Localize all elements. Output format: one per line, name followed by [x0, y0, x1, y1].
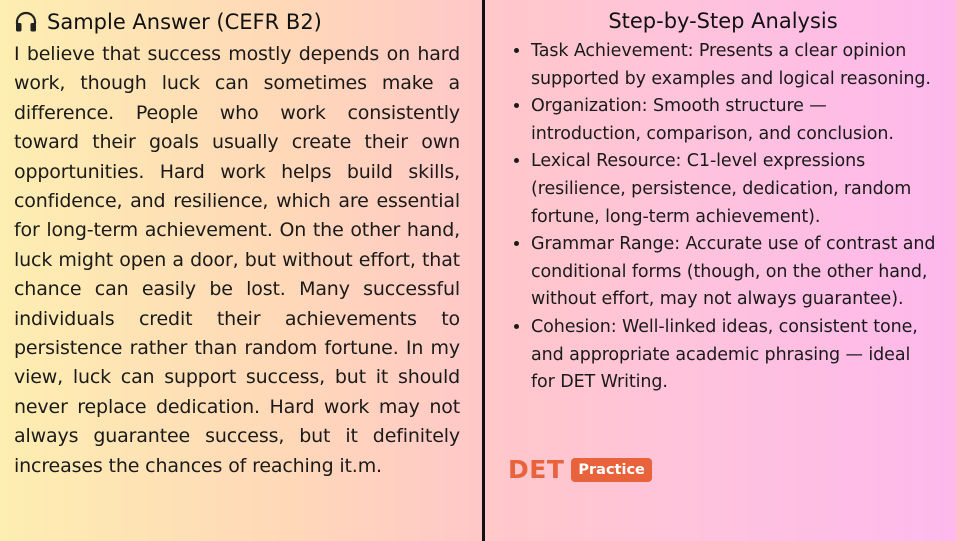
det-practice-logo — [508, 456, 652, 484]
analysis-title: Step-by-Step Analysis — [608, 9, 838, 33]
analysis-item: • Task Achievement: Presents a clear opinion supported by examples and logical reasoning. — [531, 38, 939, 93]
analysis-item: • Organization: Smooth structure — introduction, comparison, and conclusion. — [531, 93, 939, 148]
sample-answer-panel — [14, 6, 460, 481]
analysis-item: • Cohesion: Well-linked ideas, consistent tone, and appropriate academic phrasing — ideal for DET Writing. — [531, 314, 939, 397]
headphones-icon — [14, 10, 38, 34]
analysis-list — [507, 38, 939, 397]
sample-answer-title: Sample Answer (CEFR B2) — [47, 10, 322, 34]
column-divider — [482, 0, 485, 541]
analysis-panel — [507, 6, 939, 397]
analysis-item: • Grammar Range: Accurate use of contrast and conditional forms (though, on the other hand, without effort, may not always guarantee). — [531, 231, 939, 314]
sample-answer-text: I believe that success mostly depends on hard work, though luck can sometimes make a difference. People who work consistently toward their goals usually create their own opportunities. Hard work helps build skills, confidence, and resilience, which are essential for long-term achievement. On the other hand, luck might open a door, but without effort, that chance can easily be lost. Many successful individuals credit their achievements to persistence rather than random fortune. In my view, luck can support success, but it should never replace dedication. Hard work may not always guarantee success, but it definitely increases the chances of reaching it.m. — [14, 43, 460, 477]
logo-brand: DET — [508, 455, 565, 484]
analysis-item: • Lexical Resource: C1-level expressions (resilience, persistence, dedication, random fortune, long-term achievement). — [531, 148, 939, 231]
sample-answer-heading — [14, 6, 460, 38]
logo-badge: Practice — [571, 458, 652, 482]
